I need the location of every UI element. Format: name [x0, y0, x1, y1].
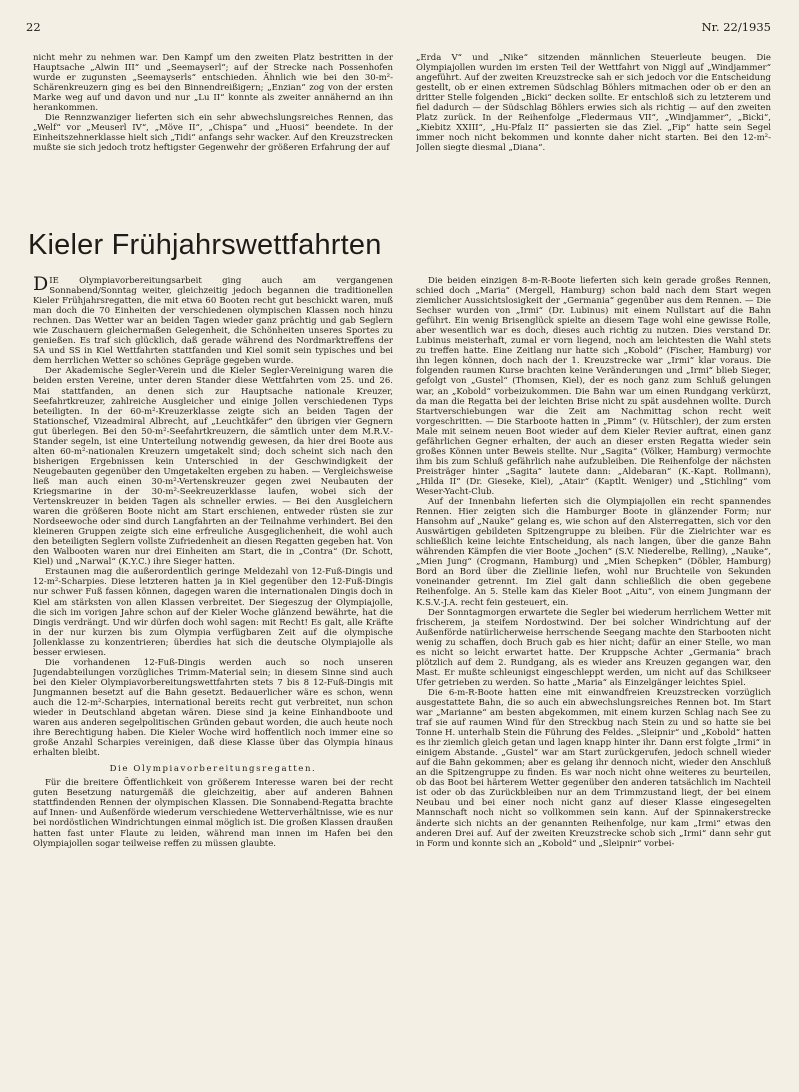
paragraph: Der Sonntagmorgen erwartete die Segler bei wiederum herrlichem Wetter mit frischerem, ja steifem Nordostwind. Der bei solcher Windrichtung auf der Außenförde natürlicherweise herrschende Seegang machte den Starbooten nicht wenig zu schaffen, doch Bruch gab es hier nicht; dafür an einer Stelle, wo man es nicht so leicht erwartet hatte. Der Kruppsche Achter „Germania“ brach plötzlich auf dem 2. Rundgang, als es wieder ans Kreuzen gegangen war, den Mast. Er mußte schleunigst eingeschleppt werden, um nicht auf das Schilkseer Ufer getrieben zu werden. So hatte „Maria“ als Einzelgänger leichtes Spiel.	[416, 607, 771, 688]
paragraph: Die beiden einzigen 8-m-R-Boote lieferten sich kein gerade großes Rennen, schied doch „Maria“ (Mergell, Hamburg) schon bald nach dem Start wegen ziemlicher Aussichtslosigkeit der „Germania“ gegenüber aus dem Rennen. — Die Sechser wurden von „Irmi“ (Dr. Lubinus) mit einem Nullstart auf die Bahn geführt. Ein wenig Brisenglück spielte an diesem Tage wohl eine gewisse Rolle, aber wesentlich war es doch, dieses auch richtig zu nutzen. Dies verstand Dr. Lubinus meisterhaft, zumal er vorn liegend, noch am leichtesten die Wahl stets zu treffen hatte. Eine Zeitlang nur hatte sich „Kobold“ (Fischer, Hamburg) vor ihn legen können, doch nach der 1. Kreuzstrecke war „Irmi“ klar voraus. Die folgenden raumen Kurse brachten keine Veränderungen und „Irmi“ blieb Sieger, gefolgt von „Gustel“ (Thomsen, Kiel), der es noch ganz zum Schluß gelungen war, an „Kobold“ vorbeizukommen. Die Bahn war um einen Rundgang verkürzt, da man die Regatta bei der leichten Brise nicht zu spät ausdehnen wollte. Durch Startverschiebungen war die Zeit am Nachmittag schon recht weit vorgeschritten. — Die Starboote hatten in „Pimm“ (v. Hütschler), der zum ersten Male mit seinem neuen Boot wieder auf dem Kieler Revier auftrat, einen ganz gefährlichen Gegner erhalten, der auch an dieser ersten Regatta wieder sein großes Können unter Beweis stellte. Nur „Sagita“ (Völker, Hamburg) vermochte ihm bis zum Schluß gefährlich nahe aufzubleiben. Die Reihenfolge der nächsten Preisträger hinter „Sagita“ lautete dann: „Aldebaran“ (K.-Kapt. Rollmann), „Hilda II“ (Dr. Gieseke, Kiel), „Atair“ (Kaptlt. Weniger) und „Stichling“ vom Weser-Yacht-Club.	[416, 276, 771, 497]
section-subheading: Die Olympiavorbereitungsregatten.	[109, 764, 317, 775]
lead-paragraph	[33, 276, 393, 366]
paragraph: Die vorhandenen 12-Fuß-Dingis werden auch so noch unseren Jugendabteilungen vorzügliches Trimm-Material sein; in diesem Sinne sind auch bei den Kieler Olympiavorbereitungswettfahrten stets 7 bis 8 12-Fuß-Dingis mit Jungmannen besetzt auf die Bahn gesetzt. Bedauerlicher wäre es schon, wenn auch die 12-m²-Scharpies, international bereits recht gut verbreitet, nun schon wieder in Deutschland abgetan wären. Diese sind ja keine Einhandboote und waren aus anderen segelpolitischen Gründen gebaut worden, die auch heute noch ihre Berechtigung haben. Die Kieler Woche wird hoffentlich noch immer eine so große Anzahl Scharpies vereinigen, daß diese Klasse über das Olympia hinaus erhalten bleibt.	[33, 657, 393, 759]
paragraph: Die 6-m-R-Boote hatten eine mit einwandfreien Kreuzstrecken vorzüglich ausgestattete Bahn, die so auch ein abwechslungsreiches Rennen bot. Im Start war „Marianne“ am besten abgekommen, mit einem kurzen Schlag nach See zu traf sie auf raumen Wind für den Streckbug nach Stein zu und so hatte sie bei Tonne H. unterhalb Stein die Führung des Feldes. „Sleipnir“ und „Kobold“ hatten es ihr ziemlich gleich getan und lagen knapp hinter ihr. Dann erst folgte „Irmi“ in einigem Abstande. „Gustel“ war am Start zurückgerufen, jedoch schnell wieder auf die Bahn gekommen; aber es gelang ihr dennoch nicht, wieder den Anschluß an die Spitzengruppe zu finden. Es war noch nicht ohne weiteres zu beurteilen, ob das Boot bei härterem Wetter gegenüber den anderen tatsächlich im Nachteil ist oder ob das Zurückbleiben nur an dem Trimmzustand liegt, der bei einem Neubau und bei einer noch nicht ganz auf dieser Klasse eingesegelten Mannschaft noch nicht so vollkommen sein kann. Auf der Spinnakerstrecke änderte sich nichts an der genannten Reihenfolge, nur kam „Irmi“ etwas den anderen Drei auf. Auf der zweiten Kreuzstrecke schob sich „Irmi“ dann sehr gut in Form und konnte sich an „Kobold“ und „Sleipnir“ vorbei-	[416, 687, 771, 849]
page-number: 22	[26, 20, 41, 34]
paragraph: „Erda V“ und „Nike“ sitzenden männlichen Steuerleute beugen. Die Olympiajollen wurden im ersten Teil der Wettfahrt von Niggl auf „Windjammer“ angeführt. Auf der zweiten Kreuzstrecke sah er sich jedoch vor die Entscheidung gestellt, ob er einen extremen Südschlag Böhlers mitmachen oder ob er den an dritter Stelle folgenden „Bicki“ decken sollte. Er entschloß sich zu letzterem und fiel dadurch — der Südschlag Böhlers erwies sich als richtig — auf den zweiten Platz zurück. In der Reihenfolge „Fledermaus VII“, „Windjammer“, „Bicki“, „Kiebitz XXIII“, „Hu-Pfalz II“ passierten sie das Ziel. „Fip“ hatte sein Segel immer noch nicht bekommen und konnte daher nicht starten. Bei den 12-m²-Jollen siegte diesmal „Diana“.	[416, 53, 771, 154]
paragraph: Die Rennzwanziger lieferten sich ein sehr abwechslungsreiches Rennen, das „Welf“ vor „Meuserl IV“, „Möve II“, „Chispa“ und „Huosi“ beendete. In der Einheitszehnerklasse hielt sich „Tidi“ anfangs sehr wacker. Auf den Kreuzstrecken mußte sie sich jedoch trotz heftigster Gegenwehr der größeren Erfahrung der auf	[33, 113, 393, 154]
issue-number: Nr. 22/1935	[701, 20, 771, 34]
prev-article-left-column	[33, 53, 393, 193]
article-headline: Kieler Frühjahrswettfahrten	[28, 229, 382, 261]
article-left-column	[33, 276, 393, 1082]
drop-cap: D	[33, 276, 49, 295]
paragraph: Auf der Innenbahn lieferten sich die Olympiajollen ein recht spannendes Rennen. Hier zeigten sich die Hamburger Boote in glänzender Form; nur Hansohm auf „Nauke“ gelang es, wie schon auf den Alsterregatten, sich vor den Auswärtigen gebildeten Spitzengruppe zu bleiben. Für die Zielrichter war es schließlich keine leichte Entscheidung, als nach langen, über die ganze Bahn währenden Kämpfen die vier Boote „Jochen“ (S.V. Niederelbe, Relling), „Nauke“, „Mien Jung“ (Crogmann, Hamburg) und „Mien Schepken“ (Döbler, Hamburg) Bord an Bord über die Ziellinie liefen, wohl nur Bruchteile von Sekunden voneinander getrennt. Im Ziel galt dann schließlich die oben gegebene Reihenfolge. An 5. Stelle kam das Kieler Boot „Aitu“, von einem Jungmann der K.S.V.-J.A. recht fein gesteuert, ein.	[416, 497, 771, 608]
paragraph: Für die breitere Öffentlichkeit von größerem Interesse waren bei der recht guten Besetzung naturgemäß die gleichzeitig, aber auf anderen Bahnen stattfindenden Rennen der olympischen Klassen. Die Sonnabend-Regatta brachte auf Innen- und Außenförde wiederum verschiedene Wetterverhältnisse, wie es nur bei nordöstlichen Windrichtungen einmal möglich ist. Die großen Klassen draußen hatten fast unter Flaute zu leiden, während man innen im Hafen bei den Olympiajollen sogar teilweise reffen zu müssen glaubte.	[33, 778, 393, 849]
prev-article-right-column	[416, 53, 771, 193]
paragraph: nicht mehr zu nehmen war. Den Kampf um den zweiten Platz bestritten in der Hauptsache „Alwin III“ und „Seemayserl“; auf der Strecke nach Possenhofen wurde er zugunsten „Seemayserls“ entschieden. Ähnlich wie bei den 30-m²-Schärenkreuzern ging es bei den Binnendreißigern; „Enzian“ zog von der ersten Marke weg auf und davon und nur „Lu II“ konnte als zweiter annähernd an ihn herankommen.	[33, 53, 393, 114]
paragraph: Der Akademische Segler-Verein und die Kieler Segler-Vereinigung waren die beiden ersten Vereine, unter deren Stander diese Wettfahrten vom 25. und 26. Mai stattfanden, an denen sich zur Hauptsache nationale Kreuzer, Seefahrtkreuzer, zahlreiche Ausgleicher und einige Jollen verschiedenen Typs beteiligten. In der 60-m²-Kreuzerklasse zeigte sich an beiden Tagen der Stationschef, Vizeadmiral Albrecht, auf „Leuchtkäfer“ den übrigen vier Gegnern gut überlegen. Bei den 50-m²-Seefahrtkreuzern, die sämtlich unter dem M.R.V.-Stander segeln, ist eine Unterteilung notwendig gewesen, da hier drei Boote aus alten 60-m²-nationalen Kreuzern umgetakelt sind; doch scheint sich nach den bisherigen Ergebnissen kein Unterschied in der Geschwindigkeit der Neugebauten gegenüber den Umgetakelten ergeben zu haben. — Vergleichsweise ließ man auch einen 30-m²-Vertenskreuzer gegen zwei Neubauten der Kriegsmarine in der 30-m²-Seekreuzerklasse laufen, wobei sich der Vertenskreuzer in beiden Tagen als schneller erwies. — Bei den Ausgleichern waren die größeren Boote nicht am Start erschienen, entweder rüsten sie zur Nordseewoche oder sind durch Langfahrten an der Teilnahme verhindert. Bei den kleineren Gruppen zeigte sich eine erfreuliche Ausgeglichenheit, die wohl auch den beteiligten Seglern vollste Zufriedenheit an diesen Regatten gegeben hat. Von den Walbooten waren nur drei Einheiten am Start, die in „Contra“ (Dr. Schott, Kiel) und „Narwal“ (K.Y.C.) ihre Sieger hatten.	[33, 366, 393, 568]
lead-text: IE Olympiavorbereitungsarbeit ging auch am vergangenen Sonnabend/Sonntag weiter, gleichzeitig jedoch begannen die traditionellen Kieler Frühjahrsregatten, die mit etwa 60 Booten recht gut beschickt waren, muß man doch die 70 Einheiten der verschiedenen olympischen Klassen noch hinzu rechnen. Das Wetter war an beiden Tagen wieder ganz prächtig und gab Seglern wie Zuschauern gleichermaßen Gelegenheit, die Schönheiten unseres Sportes zu genießen. Es traf sich glücklich, daß gerade während des Nordmarktreffens der SA und SS in Kiel Wettfahrten stattfanden und Kiel somit sein typisches und bei dem herrlichen Wetter so schönes Gepräge gegeben wurde.	[33, 276, 393, 367]
paragraph: Erstaunen mag die außerordentlich geringe Meldezahl von 12-Fuß-Dingis und 12-m²-Scharpies. Diese letzteren hatten ja in Kiel gegenüber den 12-Fuß-Dingis nur schwer Fuß fassen können, dagegen waren die internationalen Dingis doch in Kiel am stärksten von allen Klassen verbreitet. Der Siegeszug der Olympiajolle, die sich im vorigen Jahre schon auf der Kieler Woche glänzend bewährte, hat die Dingis verdrängt. Und wir dürfen doch wohl sagen: mit Recht! Es galt, alle Kräfte in der nur kurzen bis zum Olympia verfügbaren Zeit auf die olympische Jollenklasse zu konzentrieren; überdies hat sich die deutsche Olympiajolle als besser erwiesen.	[33, 567, 393, 658]
article-right-column	[416, 276, 771, 1088]
